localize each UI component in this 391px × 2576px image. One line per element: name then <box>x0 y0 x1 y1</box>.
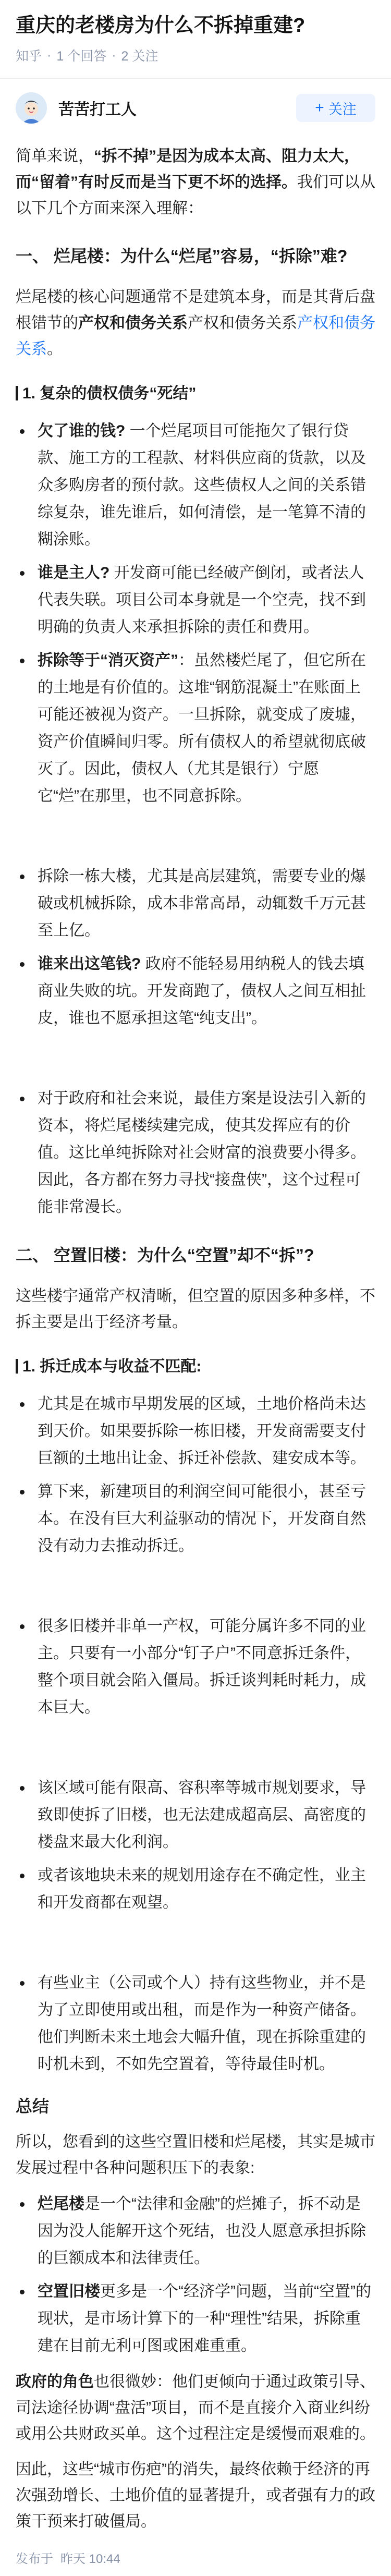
list-item <box>16 1085 375 1221</box>
item-strong: 烂尾楼 <box>38 2195 84 2213</box>
avatar-image <box>16 92 47 124</box>
section1-end: 。 <box>47 341 63 358</box>
publish-label: 发布于 <box>16 2552 53 2566</box>
section1-text: 烂尾楼的核心问题通常不是建筑本身，而是其背后盘根错节的 <box>16 288 375 332</box>
item-strong: 谁来出这笔钱? <box>38 955 141 973</box>
item-strong: 空置旧楼 <box>38 2283 100 2300</box>
government-role-text: 也很微妙：他们更倾向于通过政策引导、司法途径协调“盘活”项目，而不是直接介入商业纠纷或用公共财政买单。这个过程注定是缓慢而艰难的。 <box>16 2373 375 2443</box>
section1-paragraph <box>16 284 375 362</box>
closing-paragraph: 因此，这些“城市伤疤”的消失，最终依赖于经济的再次强劲增长、土地价值的显著提升，或者强有力的政策干预来打破僵局。 <box>16 2461 375 2530</box>
intro-paragraph <box>16 143 375 222</box>
section2-subtitle-text: 1. 拆迁成本与收益不匹配: <box>22 1358 202 1375</box>
section1-title: 一、 烂尾楼：为什么“烂尾”容易，“拆除”难? <box>16 247 348 265</box>
list-item: 有些业主（公司或个人）持有这些物业，并不是为了立即使用或出租，而是作为一种资产储备。他们判断未来土地会大幅升值，现在拆除重建的时机未到，不如先空置着，等待最佳时机。 <box>16 1970 375 2078</box>
item-text: ：虽然楼烂尾了，但它所在的土地是有价值的。这堆“钢筋混凝土”在账面上可能还被视为资产。一旦拆除，就变成了废墟，资产价值瞬间归零。所有债权人的希望就彻底破灭了。因此，债权人（尤其是银行）宁愿它“烂”在那里，也不同意拆除。 <box>38 652 366 805</box>
item-text: 更多是一个“经济学”问题，当前“空置”的现状，是市场计算下的一种“理性”结果，拆除重建在目前无利可图或困难重重。 <box>38 2283 371 2354</box>
author-row <box>16 79 375 134</box>
author-name[interactable]: 苦苦打工人 <box>58 101 137 118</box>
government-list <box>16 1085 375 1221</box>
item-strong: 谁是主人? <box>38 564 110 581</box>
section1-link[interactable]: 产权和债务关系 <box>16 314 375 358</box>
spacer <box>16 1568 375 1605</box>
intro-tail: 我们可以从以下几个方面来深入理解： <box>16 174 375 217</box>
avatar[interactable] <box>16 92 47 124</box>
section1-subtitle-text: 1. 复杂的债权债务“死结” <box>22 385 197 402</box>
list-item <box>16 418 375 553</box>
item-text: 政府不能轻易用纳税人的钱去填商业失败的坑。开发商跑了，债权人之间互相扯皮，谁也不愿承担这笔“纯支出”。 <box>38 955 366 1027</box>
section2-intro: 这些楼宇通常产权清晰，但空置的原因多种多样，不拆主要是出于经济考量。 <box>16 1287 375 1331</box>
list-item <box>16 2191 375 2272</box>
meta-dot: · <box>112 47 116 63</box>
list-item <box>16 2278 375 2360</box>
publish-time: 昨天 10:44 <box>60 2552 120 2566</box>
cost-benefit-list <box>16 1391 375 1560</box>
section2-title: 二、 空置旧楼：为什么“空置”却不“拆”? <box>16 1246 314 1265</box>
cost-list <box>16 863 375 1032</box>
planning-list <box>16 1775 375 1916</box>
question-meta <box>16 46 375 65</box>
plus-icon: + <box>315 99 324 116</box>
summary-list <box>16 2191 375 2360</box>
spacer <box>16 818 375 855</box>
follow-label: 关注 <box>328 101 357 117</box>
list-item <box>16 560 375 641</box>
section1-text-b: 产权和债务关系 <box>188 314 297 332</box>
item-text: 拆除一栋大楼，尤其是高层建筑，需要专业的爆破或机械拆除，成本非常高昂，动辄数千万元甚至上亿。 <box>38 868 366 939</box>
subtitle-bar <box>16 386 18 400</box>
publish-info <box>16 2548 375 2567</box>
source-label[interactable]: 知乎 <box>16 49 42 64</box>
government-role-paragraph <box>16 2369 375 2447</box>
subtitle-bar <box>16 1359 18 1374</box>
intro-lead: 简单来说， <box>16 148 94 165</box>
item-strong: 欠了谁的钱? <box>38 422 126 440</box>
debt-list <box>16 418 375 810</box>
summary-title: 总结 <box>16 2097 50 2116</box>
item-text: 开发商可能已经破产倒闭，或者法人代表失联。项目公司本身就是一个空壳，找不到明确的负责人来承担拆除的责任和费用。 <box>38 564 366 636</box>
meta-dot: · <box>47 47 52 63</box>
ownership-list <box>16 1613 375 1721</box>
spacer <box>16 1040 375 1077</box>
government-role-strong: 政府的角色 <box>16 2373 94 2390</box>
list-item <box>16 647 375 810</box>
section1-subtitle <box>16 381 375 406</box>
asset-list <box>16 1970 375 2078</box>
summary-intro: 所以，您看到的这些空置旧楼和烂尾楼，其实是城市发展过程中各种问题积压下的表象: <box>16 2133 375 2177</box>
author-info[interactable] <box>16 92 137 124</box>
item-text: 一个烂尾项目可能拖欠了银行贷款、施工方的工程款、材料供应商的货款，以及众多购房者的预付款。这些债权人之间的关系错综复杂，谁先谁后，如何清偿，是一笔算不清的糊涂账。 <box>38 422 366 548</box>
item-text: 对于政府和社会来说，最佳方案是设法引入新的资本，将烂尾楼续建完成，使其发挥应有的价值。这比单纯拆除对社会财富的浪费要小得多。因此，各方都在努力寻找“接盘侠”，这个过程可能非常漫长。 <box>38 1090 366 1216</box>
list-item <box>16 951 375 1032</box>
list-item: 很多旧楼并非单一产权，可能分属许多不同的业主。只要有一小部分“钉子户”不同意拆迁条件，整个项目就会陷入僵局。拆迁谈判耗时耗力，成本巨大。 <box>16 1613 375 1721</box>
intro-strong: “拆不掉”是因为成本太高、阻力太大，而“留着”有时反而是当下更不坏的选择。 <box>16 148 360 191</box>
item-text: 是一个“法律和金融”的烂摊子，拆不动是因为没人能解开这个死结，也没人愿意承担拆除的巨额成本和法律责任。 <box>38 2195 366 2267</box>
follow-count: 2 关注 <box>121 49 158 64</box>
follow-button[interactable] <box>296 94 375 122</box>
spacer <box>16 1925 375 1961</box>
list-item: 该区域可能有限高、容积率等城市规划要求，导致即使拆了旧楼，也无法建成超高层、高密度的楼盘来最大化利润。 <box>16 1775 375 1856</box>
section2-subtitle <box>16 1354 375 1379</box>
item-strong: 拆除等于“消灭资产” <box>38 652 178 669</box>
list-item: 或者该地块未来的规划用途存在不确定性，业主和开发商都在观望。 <box>16 1862 375 1916</box>
list-item: 算下来，新建项目的利润空间可能很小，甚至亏本。在没有巨大利益驱动的情况下，开发商自然没有动力去推动拆迁。 <box>16 1478 375 1560</box>
section1-strong: 产权和债务关系 <box>78 314 188 332</box>
list-item <box>16 863 375 944</box>
list-item: 尤其是在城市早期发展的区域，土地价格尚未达到天价。如果要拆除一栋旧楼，开发商需要支付巨额的土地出让金、拆迁补偿款、建安成本等。 <box>16 1391 375 1472</box>
answer-count[interactable]: 1 个回答 <box>56 49 107 64</box>
spacer <box>16 1730 375 1766</box>
question-title[interactable]: 重庆的老楼房为什么不拆掉重建? <box>16 15 306 37</box>
